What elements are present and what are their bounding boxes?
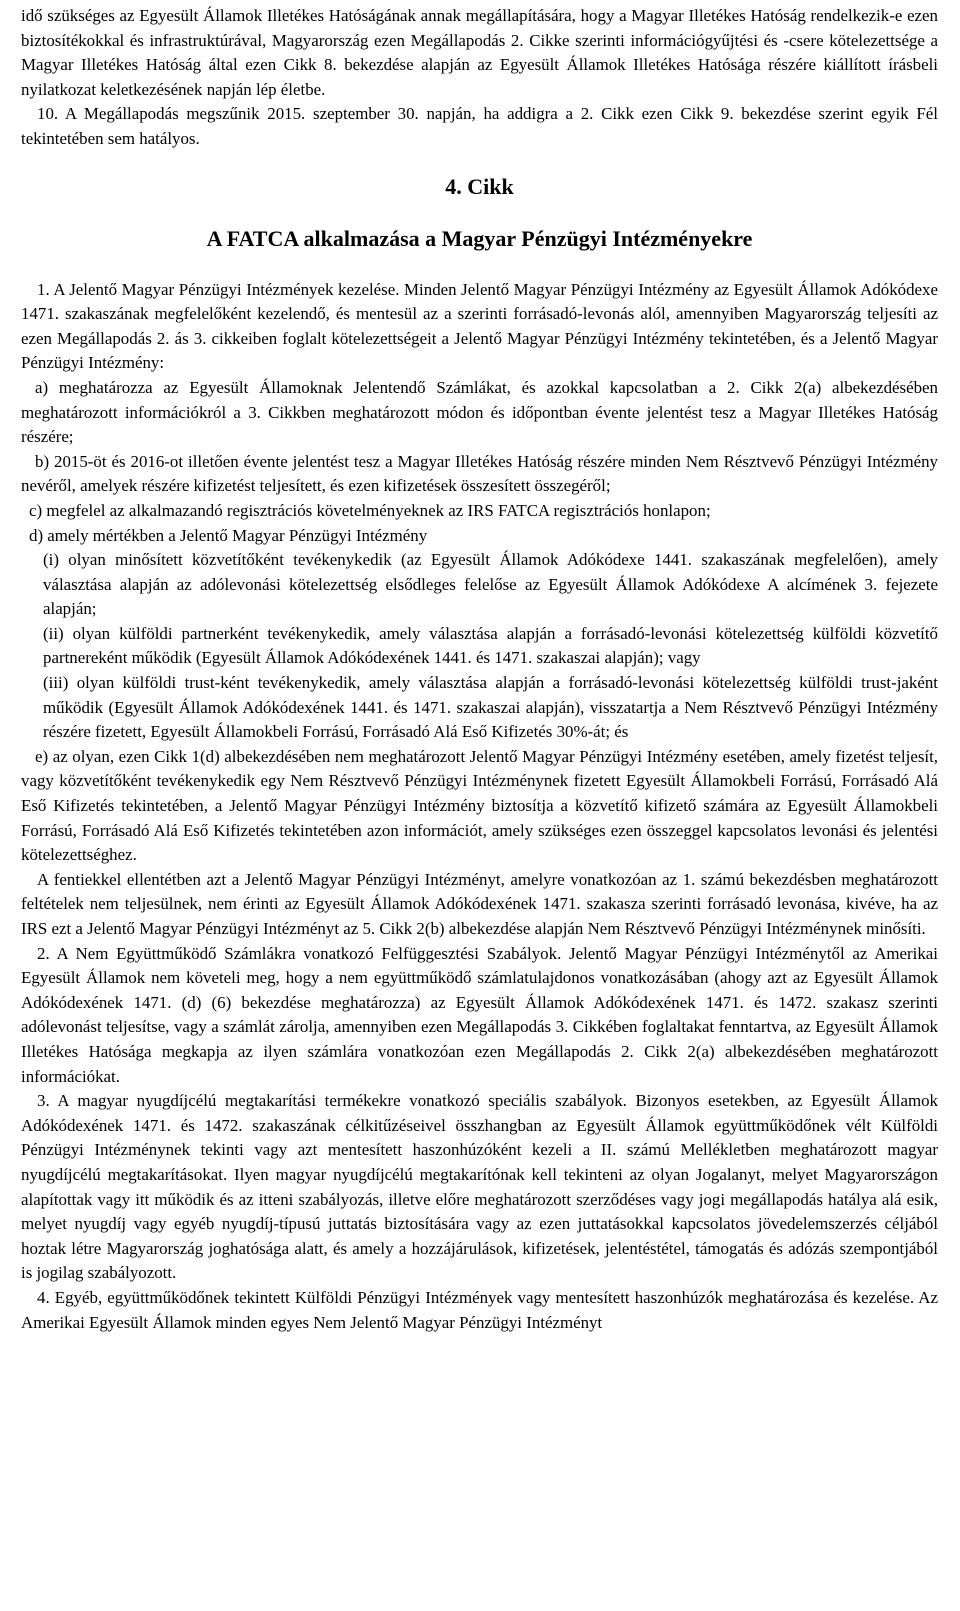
- article-number: 4. Cikk: [445, 173, 514, 199]
- list-item-c: c) megfelel az alkalmazandó regisztrációs követelményeknek az IRS FATCA regisztrációs honlapon;: [29, 500, 711, 520]
- paragraph-10: 10. A Megállapodás megszűnik 2015. szeptember 30. napján, ha addigra a 2. Cikk ezen Cikk 9. bekezdése szerint egyik Fél tekintetében sem hatályos.: [21, 104, 938, 148]
- paragraph-fentiekkel: A fentiekkel ellentétben azt a Jelentő Magyar Pénzügyi Intézményt, amelyre vonatkozóan az 1. számú bekezdésben meghatározott feltételek nem teljesülnek, nem érinti az Egyesült Államok Adókódexének 1471. szakasza szerinti forrásadó levonása, kivéve, ha az IRS ezt a Jelentő Magyar Pénzügyi Intézményt az 5. Cikk 2(b) albekezdése alapján Nem Résztvevő Pénzügyi Intézménynek minősíti.: [21, 869, 938, 938]
- list-item-d-ii: (ii) olyan külföldi partnerként tevékenykedik, amely választása alapján a forrásadó-levonási kötelezettség külföldi közvetítő partnereként működik (Egyesült Államok Adókódexének 1441. és 1471. szakaszai alapján); vagy: [43, 623, 938, 668]
- list-item-d-iii: (iii) olyan külföldi trust-ként tevékenykedik, amely választása alapján a forrásadó-levonási kötelezettség külföldi trust-jaként működik (Egyesült Államok Adókódexének 1441. és 1471. szakaszai alapján), visszatartja a Nem Résztvevő Pénzügyi Intézmény részére fizetett, Egyesült Államokbeli Forrású, Forrásadó Alá Eső Kifizetés 30%-át; és: [43, 673, 938, 742]
- continued-paragraph: idő szükséges az Egyesült Államok Illetékes Hatóságának annak megállapítására, hogy a Magyar Illetékes Hatóság rendelkezik-e ezen biztosítékokkal és infrastruktúrával, Magyarország ezen Megállapodás 2. Cikke szerinti információgyűjtési és -csere kötelezettsége a Magyar Illetékes Hatóság által ezen Cikk 8. bekezdése alapján az Egyesült Államok Illetékes Hatósága részére kiállított írásbeli nyilatkozat keletkezésének napján lép életbe.: [21, 6, 938, 99]
- paragraph-3: 3. A magyar nyugdíjcélú megtakarítási termékekre vonatkozó speciális szabályok. Bizonyos esetekben, az Egyesült Államok Adókódexének 1471. és 1472. szakaszának célkitűzéseivel összhangban az Egyesült Államok együttműködőnek vélt Külföldi Pénzügyi Intézménynek tekinti vagy azt mentesített haszonhúzóként kezeli a II. számú Mellékletben meghatározott magyar nyugdíjcélú megtakarításokat. Ilyen magyar nyugdíjcélú megtakarítónak kell tekinteni az olyan Jogalanyt, melyet Magyarországon alapítottak vagy itt működik és az itteni szabályozás, illetve előre meghatározott szerződéses vagy jogi megállapodás hatálya alá esik, melyet nyugdíj vagy egyéb nyugdíj-típusú juttatás biztosítására vagy az ezen juttatásokkal kapcsolatos jövedelemszerzés céljából hoztak létre Magyarország joghatósága alatt, és amely a hozzájárulások, kifizetések, jelentéstétel, támogatás és adózás szempontjából is jogilag szabályozott.: [21, 1091, 938, 1283]
- list-item-b: b) 2015-öt és 2016-ot illetően évente jelentést tesz a Magyar Illetékes Hatóság részére minden Nem Résztvevő Pénzügyi Intézmény nevéről, amelyek részére kifizetést teljesített, és ezen kifizetések összesített összegéről;: [21, 451, 938, 496]
- paragraph-2: 2. A Nem Együttműködő Számlákra vonatkozó Felfüggesztési Szabályok. Jelentő Magyar Pénzügyi Intézménytől az Amerikai Egyesült Államok nem követeli meg, hogy a nem együttműködő számlatulajdonos vonatkozásában (ahogy azt az Egyesült Államok Adókódexének 1471. (d) (6) bekezdése meghatározza) az Egyesült Államok Adókódexének 1471. és 1472. szakasz szerinti adólevonást teljesítse, vagy a számlát zárolja, amennyiben ezen Megállapodás 3. Cikkében foglaltakat fenntartva, az Egyesült Államok Illetékes Hatósága megkapja az ilyen számlára vonatkozóan ezen Megállapodás 2. Cikk 2(a) albekezdésében meghatározott információkat.: [21, 943, 938, 1086]
- list-item-d: d) amely mértékben a Jelentő Magyar Pénzügyi Intézmény: [29, 525, 428, 545]
- list-item-e: e) az olyan, ezen Cikk 1(d) albekezdésében nem meghatározott Jelentő Magyar Pénzügyi Intézmény esetében, amely fizetést teljesít, vagy közvetítőként tevékenykedik egy Nem Résztvevő Pénzügyi Intézménynek fizetett Egyesült Államokbeli Forrású, Forrásadó Alá Eső Kifizetés tekintetében, a Jelentő Magyar Pénzügyi Intézmény biztosítja a közvetítő kifizető számára az Egyesült Államokbeli Forrású, Forrásadó Alá Eső Kifizetés tekintetében azon információt, amely szükséges ezen összeggel kapcsolatos levonási és jelentési kötelezettséghez.: [21, 746, 938, 865]
- list-item-d-i: (i) olyan minősített közvetítőként tevékenykedik (az Egyesült Államok Adókódexe 1441. szakaszának megfelelően), amely választása alapján az adólevonási kötelezettség elsődleges felelőse az Egyesült Államok Adókódexe A alcímének 3. fejezete alapján;: [43, 550, 938, 619]
- article-title: A FATCA alkalmazása a Magyar Pénzügyi Intézményekre: [206, 225, 753, 251]
- list-item-a: a) meghatározza az Egyesült Államoknak Jelentendő Számlákat, és azokkal kapcsolatban a 2. Cikk 2(a) albekezdésében meghatározott információkról a 3. Cikkben meghatározott módon és időpontban évente jelentést tesz a Magyar Illetékes Hatóság részére;: [21, 377, 938, 447]
- paragraph-4: 4. Egyéb, együttműködőnek tekintett Külföldi Pénzügyi Intézmények vagy mentesített haszonhúzók meghatározása és kezelése. Az Amerikai Egyesült Államok minden egyes Nem Jelentő Magyar Pénzügyi Intézményt: [21, 1287, 938, 1332]
- paragraph-1: 1. A Jelentő Magyar Pénzügyi Intézmények kezelése. Minden Jelentő Magyar Pénzügyi Intézmény az Egyesült Államok Adókódexe 1471. szakaszának megfelelőként kezelendő, és mentesül az a szerinti forrásadó-levonás alól, amennyiben Magyarország teljesíti az ezen Megállapodás 2. ás 3. cikkeiben foglalt kötelezettségeit a Jelentő Magyar Pénzügyi Intézmény tekintetében, és a Jelentő Magyar Pénzügyi Intézmény:: [21, 279, 938, 373]
